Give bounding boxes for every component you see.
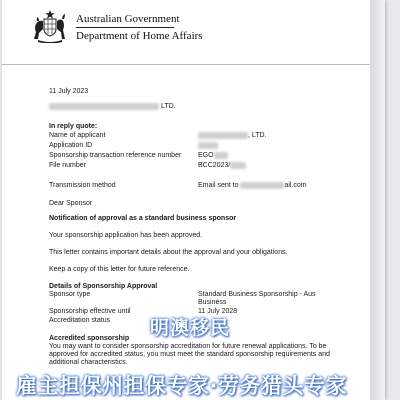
details-heading: Details of Sponsorship Approval bbox=[49, 283, 158, 290]
government-name: Australian Government bbox=[76, 13, 180, 25]
paragraph-approved: Your sponsorship application has been approved. bbox=[49, 232, 203, 239]
header-rule bbox=[2, 64, 385, 65]
reply-value-transaction-ref: EGO bbox=[198, 151, 228, 160]
reply-label-applicant: Name of applicant bbox=[49, 132, 106, 139]
detail-label-effective-until: Sponsorship effective until bbox=[49, 308, 131, 315]
reply-value-applicant: , LTD. bbox=[198, 131, 267, 140]
reply-value-file-number: BCC2023/ bbox=[198, 161, 246, 170]
paragraph-details: This letter contains important details about the approval and your obligations. bbox=[49, 249, 288, 256]
accredited-heading: Accredited sponsorship bbox=[49, 335, 130, 342]
detail-value-sponsor-type-cont: Business bbox=[198, 299, 227, 306]
company-suffix: LTD. bbox=[160, 103, 176, 110]
reply-label-file-number: File number bbox=[49, 162, 86, 169]
accredited-line-1: You may want to consider sponsorship accreditation for future renewal applications. To be bbox=[49, 343, 327, 350]
detail-value-sponsor-type: Standard Business Sponsorship - Aus bbox=[198, 291, 316, 298]
transmission-value: Email sent to ail.com bbox=[198, 182, 307, 189]
header-divider bbox=[76, 27, 174, 28]
page-edge-shadow bbox=[370, 0, 385, 400]
letter-page bbox=[2, 0, 385, 400]
notice-title: Notification of approval as a standard business sponsor bbox=[49, 215, 237, 222]
company-line bbox=[49, 102, 176, 111]
detail-label-accreditation: Accreditation status bbox=[49, 317, 111, 324]
salutation: Dear Sponsor bbox=[49, 200, 93, 207]
redacted-company bbox=[49, 103, 159, 110]
paragraph-copy: Keep a copy of this letter for future reference. bbox=[49, 266, 190, 273]
detail-value-effective-until: 11 July 2028 bbox=[198, 308, 238, 315]
letter-date: 11 July 2023 bbox=[49, 88, 89, 95]
reply-label-application-id: Application ID bbox=[49, 142, 93, 149]
watermark-brand: 明澳移民 bbox=[150, 317, 231, 339]
accredited-line-3: additional characteristics. bbox=[49, 359, 128, 366]
department-name: Department of Home Affairs bbox=[76, 30, 203, 42]
accredited-line-2: approved for accredited status, you must meet the standard sponsorship requirements and bbox=[49, 351, 330, 358]
transmission-label: Transmission method bbox=[49, 182, 116, 189]
reply-heading: In reply quote: bbox=[49, 123, 98, 130]
reply-label-transaction-ref: Sponsorship transaction reference number bbox=[49, 152, 182, 159]
coat-of-arms-icon bbox=[30, 9, 70, 43]
watermark-slogan: 雇主担保州担保专家·劳务猎头专家 bbox=[16, 374, 347, 398]
detail-label-sponsor-type: Sponsor type bbox=[49, 291, 91, 298]
reply-value-application-id bbox=[198, 141, 218, 150]
